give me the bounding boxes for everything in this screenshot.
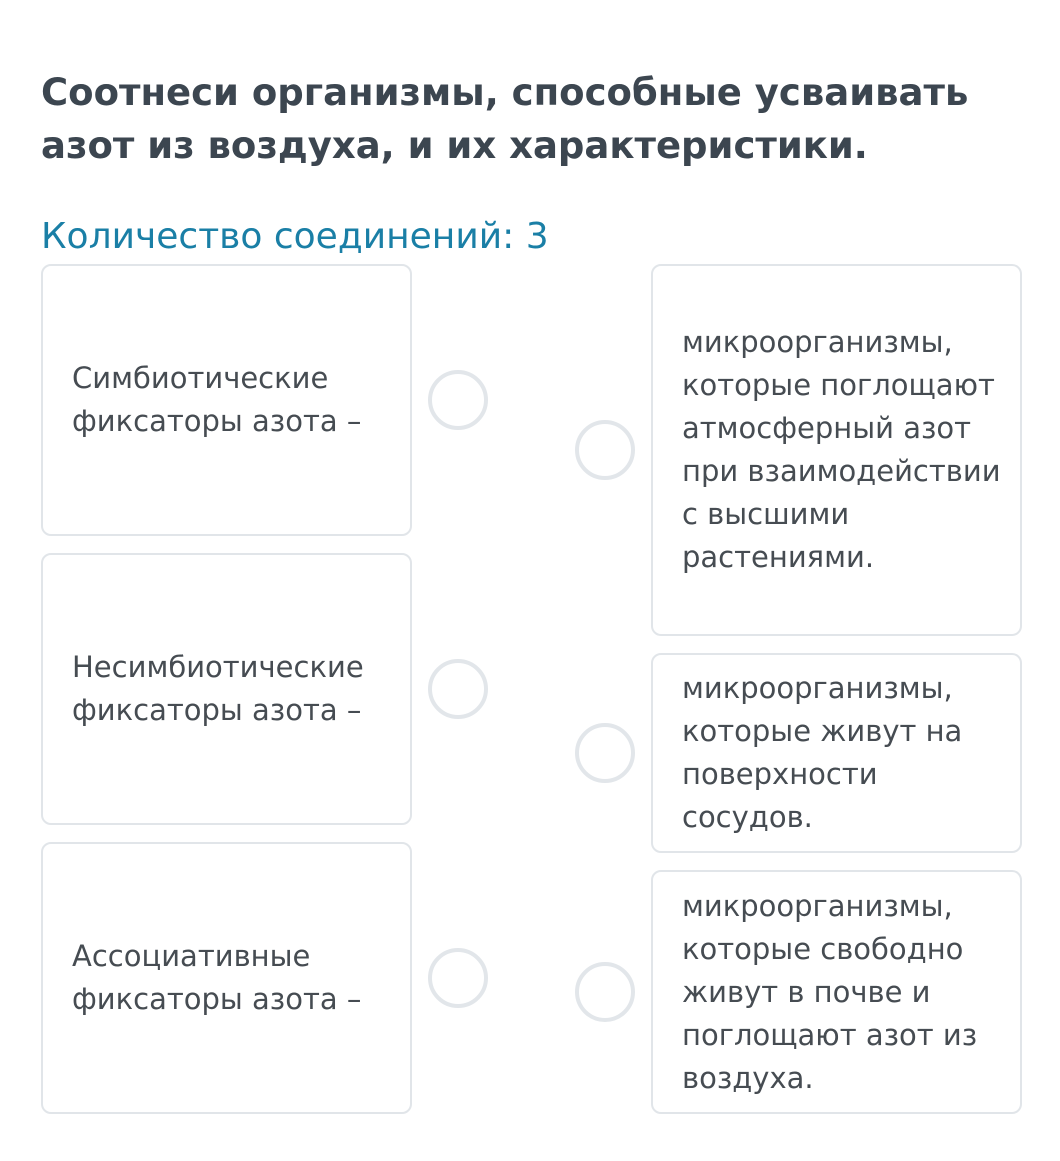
left-item-symbiotic[interactable] xyxy=(41,264,412,536)
left-connector-1[interactable] xyxy=(428,370,488,430)
left-item-associative[interactable] xyxy=(41,842,412,1114)
right-item-label: микроорганизмы, которые поглощают атмосферный азот при взаимодействии с высшими растениями. xyxy=(682,325,1001,574)
left-item-label: Симбиотические фиксаторы азота – xyxy=(72,361,362,438)
right-item-label: микроорганизмы, которые свободно живут в почве и поглощают азот из воздуха. xyxy=(682,888,978,1095)
right-connector-3[interactable] xyxy=(575,962,635,1022)
left-connector-3[interactable] xyxy=(428,948,488,1008)
right-item-vessel-surface[interactable] xyxy=(651,653,1022,853)
right-connector-1[interactable] xyxy=(575,420,635,480)
left-connector-2[interactable] xyxy=(428,659,488,719)
left-item-label: Несимбиотические фиксаторы азота – xyxy=(72,650,364,727)
question-title: Соотнеси организмы, способные усваивать азот из воздуха, и их характеристики. xyxy=(41,71,969,167)
right-item-higher-plants[interactable] xyxy=(651,264,1022,636)
right-item-free-living[interactable] xyxy=(651,870,1022,1114)
right-item-label: микроорганизмы, которые живут на поверхности сосудов. xyxy=(682,671,963,834)
right-connector-2[interactable] xyxy=(575,723,635,783)
connections-count: Количество соединений: 3 xyxy=(41,216,549,257)
left-item-label: Ассоциативные фиксаторы азота – xyxy=(72,939,362,1016)
left-item-nonsymbiotic[interactable] xyxy=(41,553,412,825)
